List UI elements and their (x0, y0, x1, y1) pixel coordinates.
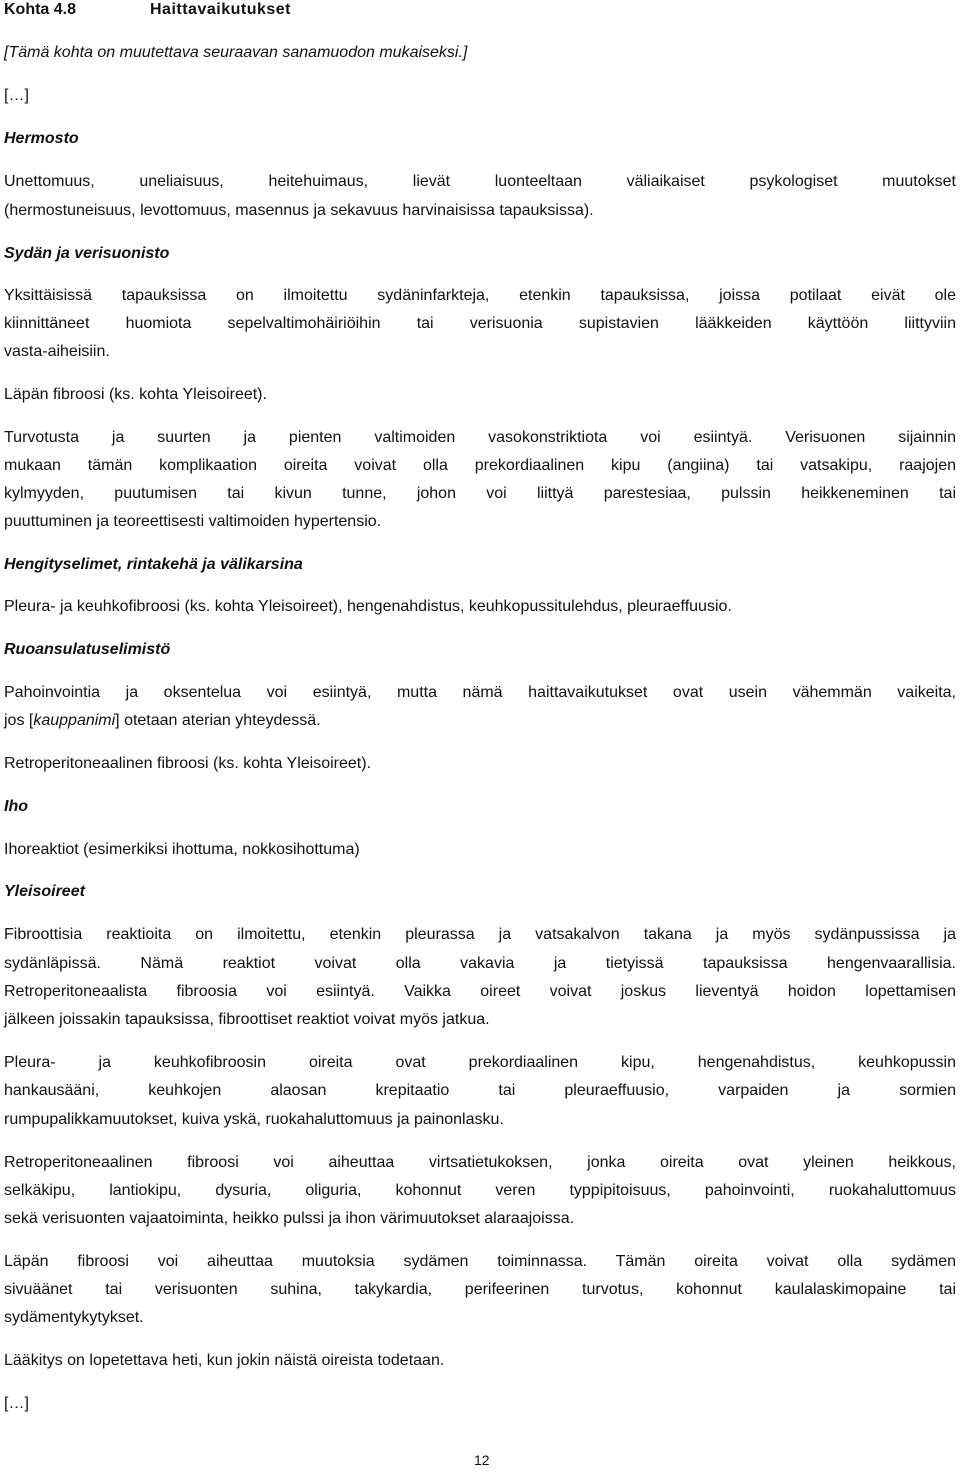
section-number: Kohta 4.8 (4, 1, 77, 18)
yleisoireet-p3-line: Retroperitoneaalinen fibroosi voi aiheuttaa virtsatietukoksen, jonka oireita ovat yleinen heikkous, (4, 1154, 956, 1171)
yleisoireet-p1-line: Retroperitoneaalista fibroosia voi esiintyä. Vaikka oireet voivat joskus lieventyä hoidon lopettamisen (4, 983, 956, 1000)
sydan-p3-line: Turvotusta ja suurten ja pienten valtimoiden vasokonstriktiota voi esiintyä. Verisuonen sijainnin (4, 429, 956, 446)
yleisoireet-p3-line: selkäkipu, lantiokipu, dysuria, oliguria, kohonnut veren typpipitoisuus, pahoinvointi, ruokahaluttomuus (4, 1182, 956, 1199)
yleisoireet-p2-line: Pleura- ja keuhkofibroosin oireita ovat prekordiaalinen kipu, hengenahdistus, keuhkopussin (4, 1054, 956, 1071)
yleisoireet-p2-line: rumpupalikkamuutokset, kuiva yskä, ruokahaluttomuus ja painonlasku. (4, 1111, 504, 1128)
sydan-p2: Läpän fibroosi (ks. kohta Yleisoireet). (4, 386, 267, 403)
yleisoireet-p4-line: Läpän fibroosi voi aiheuttaa muutoksia sydämen toiminnassa. Tämän oireita voivat olla sydämen (4, 1253, 956, 1270)
sydan-p1-line: Yksittäisissä tapauksissa on ilmoitettu sydäninfarkteja, etenkin tapauksissa, joissa potilaat eivät ole (4, 287, 956, 304)
yleisoireet-p1-line: Fibroottisia reaktioita on ilmoitettu, etenkin pleurassa ja vatsakalvon takana ja myös sydänpussissa ja (4, 926, 956, 943)
yleisoireet-p3-line: sekä verisuonten vajaatoiminta, heikko pulssi ja ihon värimuutokset alaraajoissa. (4, 1210, 575, 1227)
trade-name-placeholder: kauppanimi (33, 712, 116, 729)
yleisoireet-p5: Lääkitys on lopetettava heti, kun jokin näistä oireista todetaan. (4, 1352, 445, 1369)
heading-hermosto: Hermosto (4, 130, 79, 147)
ellipsis-bottom: […] (4, 1395, 29, 1412)
yleisoireet-p1-line: sydänläpissä. Nämä reaktiot voivat olla vakavia ja tietyissä tapauksissa hengenvaarallisia. (4, 955, 956, 972)
hengitys-p1: Pleura- ja keuhkofibroosi (ks. kohta Yleisoireet), hengenahdistus, keuhkopussitulehdus, pleuraeffuusio. (4, 598, 732, 615)
section-title (4, 0, 956, 22)
sydan-p1-line: vasta-aiheisiin. (4, 343, 110, 360)
hermosto-line: (hermostuneisuus, levottomuus, masennus ja sekavuus harvinaisissa tapauksissa). (4, 202, 594, 219)
heading-sydan: Sydän ja verisuonisto (4, 245, 170, 262)
yleisoireet-p4-line: sydämentykytykset. (4, 1309, 144, 1326)
yleisoireet-p4-line: sivuäänet tai verisuonten suhina, takykardia, perifeerinen turvotus, kohonnut kaulalaskimopaine tai (4, 1281, 956, 1298)
ruoansulatus-p1-line: Pahoinvointia ja oksentelua voi esiintyä, mutta nämä haittavaikutukset ovat usein vähemmän vaikeita, (4, 684, 956, 701)
section-title-text: Haittavaikutukset (150, 1, 291, 18)
heading-hengitys: Hengityselimet, rintakehä ja välikarsina (4, 556, 303, 573)
ellipsis-top: […] (4, 87, 29, 104)
page-number: 12 (474, 1452, 490, 1468)
heading-iho: Iho (4, 798, 28, 815)
iho-p1: Ihoreaktiot (esimerkiksi ihottuma, nokkosihottuma) (4, 841, 360, 858)
sydan-p1-line: kiinnittäneet huomiota sepelvaltimohäiriöihin tai verisuonia supistavien lääkkeiden käyttöön liittyviin (4, 315, 956, 332)
yleisoireet-p1-line: jälkeen joissakin tapauksissa, fibroottiset reaktiot voivat myös jatkua. (4, 1011, 490, 1028)
sydan-p3-line: puuttuminen ja teoreettisesti valtimoiden hypertensio. (4, 513, 382, 530)
heading-ruoansulatus: Ruoansulatuselimistö (4, 641, 171, 658)
heading-yleisoireet: Yleisoireet (4, 883, 85, 900)
instruction-note: [Tämä kohta on muutettava seuraavan sanamuodon mukaiseksi.] (4, 44, 468, 61)
sydan-p3-line: mukaan tämän komplikaation oireita voivat olla prekordiaalinen kipu (angiina) tai vatsakipu, raajojen (4, 457, 956, 474)
sydan-p3-line: kylmyyden, puutumisen tai kivun tunne, johon voi liittyä parestesiaa, pulssin heikkeneminen tai (4, 485, 956, 502)
ruoansulatus-p1-post: ] otetaan aterian yhteydessä. (115, 712, 321, 729)
ruoansulatus-p1-pre: jos [ (4, 712, 34, 729)
yleisoireet-p2-line: hankausääni, keuhkojen alaosan krepitaatio tai pleuraeffuusio, varpaiden ja sormien (4, 1082, 956, 1099)
ruoansulatus-p1-line2 (4, 711, 321, 731)
hermosto-line: Unettomuus, uneliaisuus, heitehuimaus, lievät luonteeltaan väliaikaiset psykologiset muutokset (4, 173, 956, 190)
ruoansulatus-p2: Retroperitoneaalinen fibroosi (ks. kohta Yleisoireet). (4, 755, 372, 772)
